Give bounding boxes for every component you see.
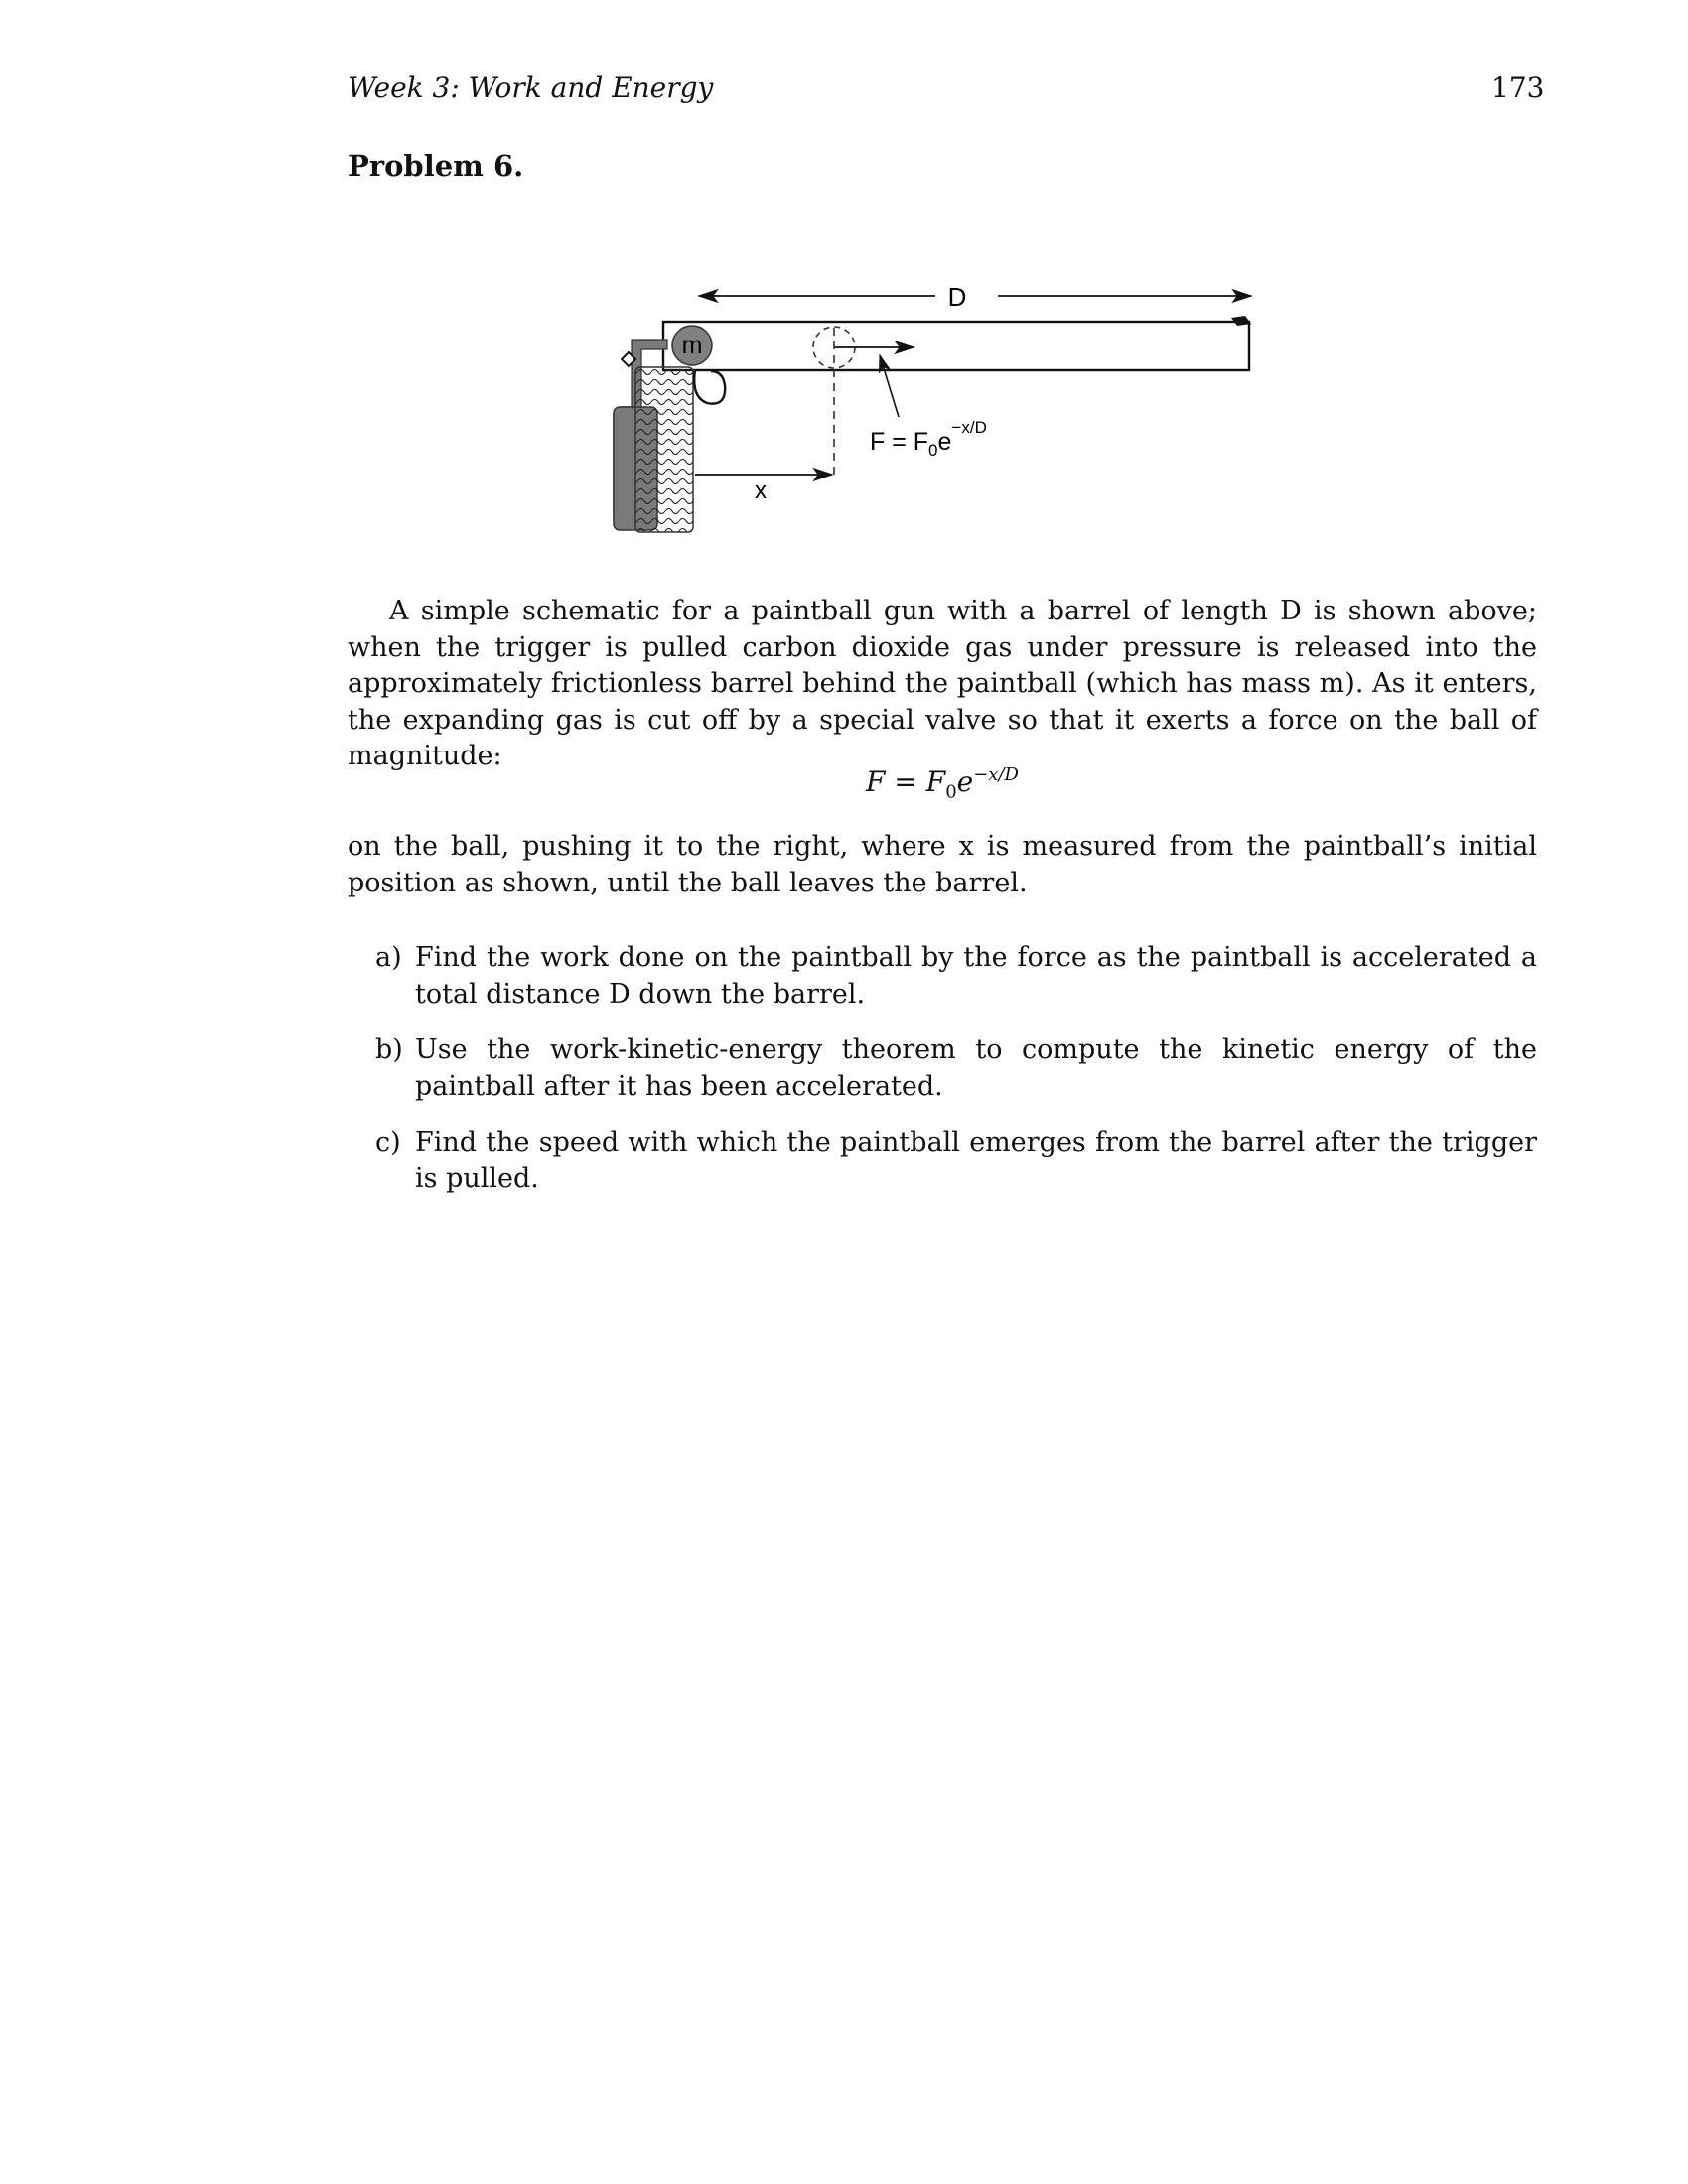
eq-lhs: F [866, 765, 886, 798]
grip [635, 367, 693, 532]
part-label: b) [375, 1034, 403, 1065]
paragraph-description [348, 594, 1537, 775]
running-header: Week 3: Work and Energy [348, 71, 714, 104]
part-label: c) [375, 1127, 401, 1158]
force-label-sub: 0 [928, 441, 938, 460]
part-text: Find the work done on the paintball by the force as the paintball is accelerated a total distance D down the barrel. [415, 942, 1537, 1010]
eq-equals: = [885, 765, 926, 798]
label-x: x [755, 478, 767, 504]
label-D: D [947, 282, 967, 312]
page-number: 173 [1491, 71, 1545, 104]
paragraph-description-text: A simple schematic for a paintball gun with a barrel of length D is shown above; when the trigger is pulled carbon dioxide gas under pressure is released into the approximately frictionless barrel behind the paintball (which has mass m). As it enters, the expanding gas is cut off by a special valve so that it exerts a force on the ball of magnitude: [348, 596, 1537, 771]
force-label-prefix: F = F [870, 428, 929, 456]
force-pointer [880, 355, 899, 417]
paragraph-continuation: on the ball, pushing it to the right, where x is measured from the paintball’s initial position as shown, until the ball leaves the barrel. [348, 831, 1537, 898]
label-m: m [681, 332, 703, 359]
paintball-gun-figure [596, 268, 1291, 546]
force-label-e: e [937, 428, 952, 456]
problem-title: Problem 6. [348, 149, 524, 183]
part-label: a) [375, 942, 402, 973]
part-c [375, 1125, 1537, 1197]
question-parts [375, 940, 1537, 1217]
force-label-exp: −x/D [951, 418, 987, 437]
barrel [663, 322, 1249, 370]
eq-F: F [925, 765, 946, 798]
part-text: Use the work-kinetic-energy theorem to compute the kinetic energy of the paintball after it has been accelerated. [415, 1034, 1537, 1102]
force-equation [348, 764, 1537, 803]
eq-exp: −x/D [973, 764, 1019, 785]
eq-sub: 0 [945, 781, 957, 803]
part-b [375, 1032, 1537, 1105]
part-a [375, 940, 1537, 1013]
trigger [694, 370, 725, 404]
figure-svg [596, 268, 1291, 546]
force-label [870, 418, 987, 460]
part-text: Find the speed with which the paintball emerges from the barrel after the trigger is pulled. [415, 1127, 1537, 1194]
eq-e: e [956, 765, 974, 798]
